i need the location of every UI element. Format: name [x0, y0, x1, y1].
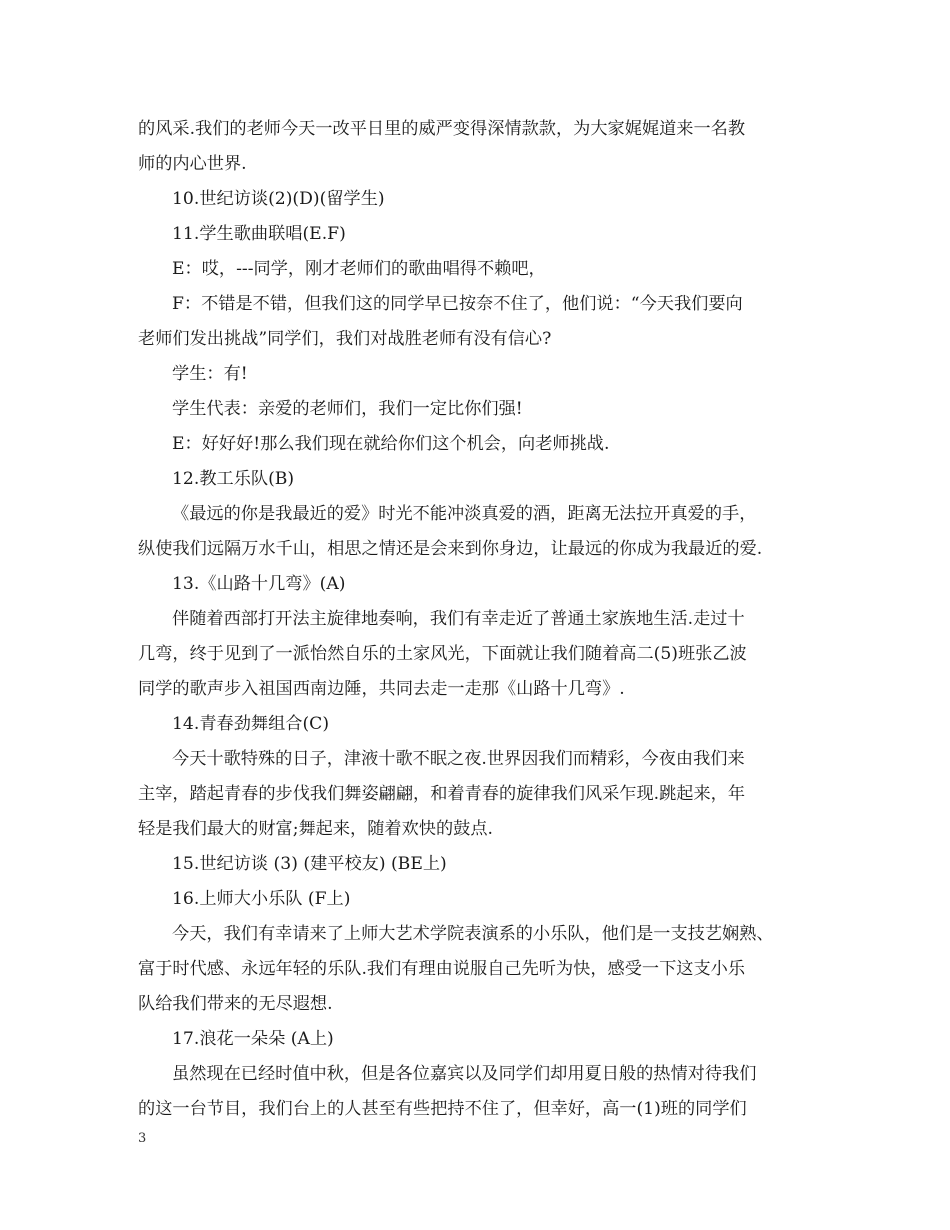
text-line: 13.《山路十几弯》(A): [172, 574, 346, 594]
text-line: 学生代表：亲爱的老师们，我们一定比你们强!: [172, 399, 523, 419]
text-line: 伴随着西部打开法主旋律地奏响，我们有幸走近了普通土家族地生活.走过十: [172, 609, 745, 629]
text-line: 今天，我们有幸请来了上师大艺术学院表演系的小乐队，他们是一支技艺娴熟、: [172, 924, 774, 944]
text-line: 17.浪花一朵朵 (A上): [172, 1029, 334, 1049]
text-line: 15.世纪访谈 (3) (建平校友) (BE上): [172, 854, 447, 874]
text-line: E：哎，---同学，刚才老师们的歌曲唱得不赖吧，: [172, 259, 546, 279]
text-line: 学生：有!: [172, 364, 248, 384]
text-line: 的这一台节目，我们台上的人甚至有些把持不住了，但幸好，高一(1)班的同学们: [138, 1099, 747, 1119]
text-line: 14.青春劲舞组合(C): [172, 714, 330, 734]
text-line: 《最远的你是我最近的爱》时光不能冲淡真爱的酒，距离无法拉开真爱的手，: [172, 504, 757, 524]
text-line: 轻是我们最大的财富;舞起来，随着欢快的鼓点.: [138, 819, 494, 839]
text-line: 10.世纪访谈(2)(D)(留学生): [172, 189, 385, 209]
text-line: 队给我们带来的无尽遐想.: [138, 994, 333, 1014]
text-line: 富于时代感、永远年轻的乐队.我们有理由说服自己先听为快，感受一下这支小乐: [138, 959, 746, 979]
text-line: 的风采.我们的老师今天一改平日里的威严变得深情款款，为大家娓娓道来一名教: [138, 119, 746, 139]
text-line: 同学的歌声步入祖国西南边陲，共同去走一走那《山路十几弯》.: [138, 679, 625, 699]
page-number: 3: [138, 1131, 147, 1146]
text-line: 虽然现在已经时值中秋，但是各位嘉宾以及同学们却用夏日般的热情对待我们: [172, 1064, 757, 1084]
text-line: E：好好好!那么我们现在就给你们这个机会，向老师挑战.: [172, 434, 610, 454]
text-line: 老师们发出挑战”同学们，我们对战胜老师有没有信心?: [138, 329, 552, 349]
text-line: 师的内心世界.: [138, 154, 247, 174]
text-line: 主宰，踏起青春的步伐我们舞姿翩翩，和着青春的旋律我们风采乍现.跳起来，年: [138, 784, 746, 804]
text-line: 纵使我们远隔万水千山，相思之情还是会来到你身边，让最远的你成为我最近的爱.: [138, 539, 763, 559]
text-line: 今天十歌特殊的日子，津液十歌不眠之夜.世界因我们而精彩，今夜由我们来: [172, 749, 745, 769]
text-line: 12.教工乐队(B): [172, 469, 295, 489]
text-line: 11.学生歌曲联唱(E.F): [172, 224, 346, 244]
text-line: 16.上师大小乐队 (F上): [172, 889, 351, 909]
document-body: [138, 112, 814, 1127]
text-line: 几弯，终于见到了一派怡然自乐的土家风光，下面就让我们随着高二(5)班张乙波: [138, 644, 747, 664]
text-line: F：不错是不错，但我们这的同学早已按奈不住了，他们说：“今天我们要向: [172, 294, 743, 314]
